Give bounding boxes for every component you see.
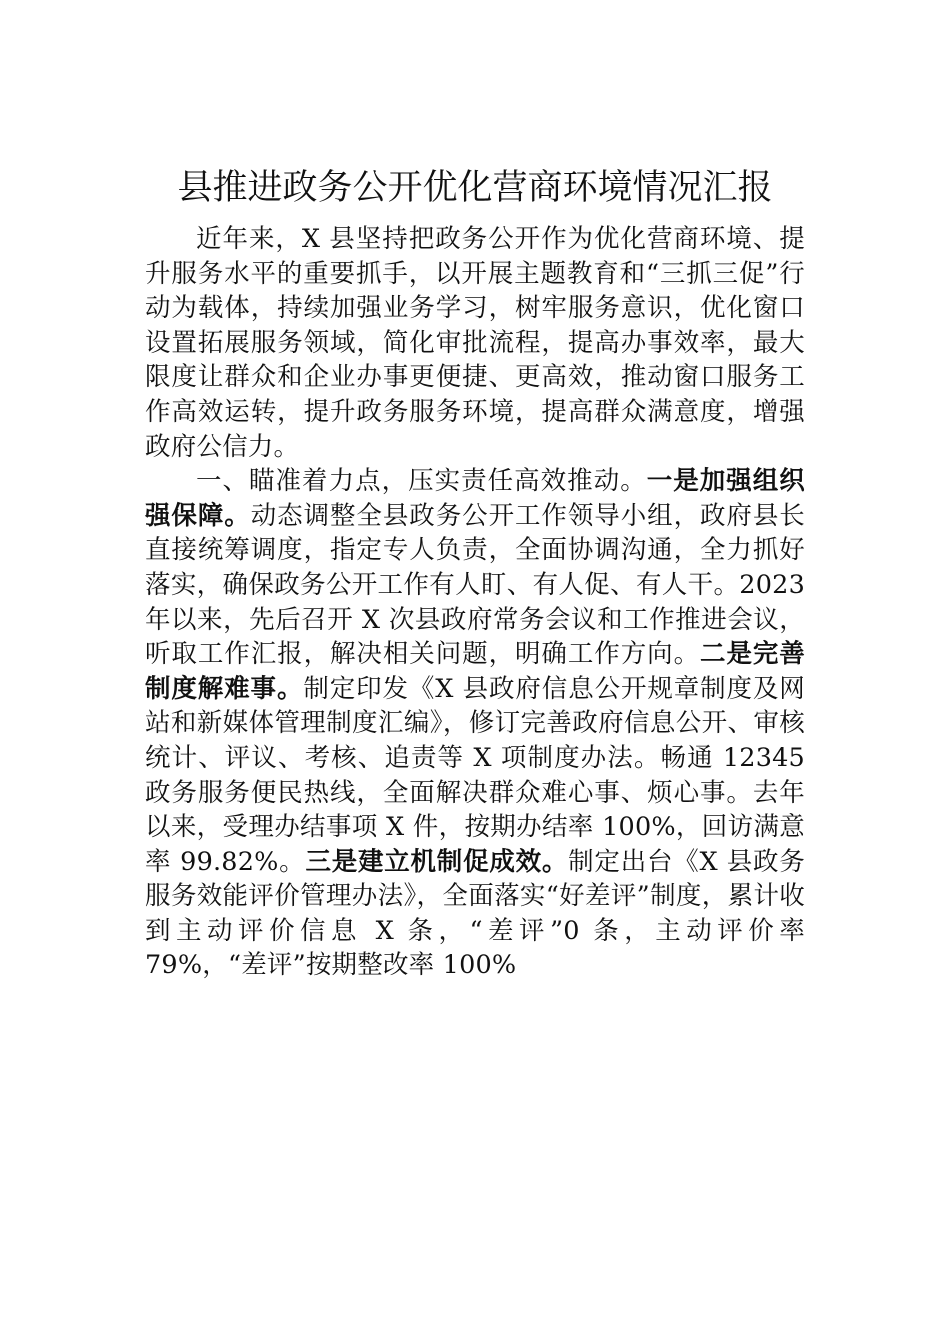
subpoint-three-heading: 三是建立机制促成效。	[305, 846, 569, 877]
subpoint-two-text: 制定印发《X 县政府信息公开规章制度及网站和新媒体管理制度汇编》，修订完善政府信息公开、审核统计、评议、考核、追责等 X 项制度办法。畅通 12345 政务服务便民热线，全面解决群众难心事、烦心事。去年以来，受理办结事项 X 件，按期办结率 100%，回访满意率 99.82%。	[145, 673, 806, 877]
paragraph-section-one	[145, 464, 805, 983]
subpoint-one-text: 动态调整全县政务公开工作领导小组，政府县长直接统筹调度，指定专人负责，全面协调沟通，全力抓好落实，确保政务公开工作有人盯、有人促、有人干。2023 年以来，先后召开 X 次县政府常务会议和工作推进会议，听取工作汇报，解决相关问题，明确工作方向。	[145, 500, 805, 670]
paragraph-intro-text: 近年来，X 县坚持把政务公开作为优化营商环境、提升服务水平的重要抓手，以开展主题教育和“三抓三促”行动为载体，持续加强业务学习，树牢服务意识，优化窗口设置拓展服务领域，简化审批流程，提高办事效率，最大限度让群众和企业办事更便捷、更高效，推动窗口服务工作高效运转，提升政务服务环境，提高群众满意度，增强政府公信力。	[145, 224, 805, 462]
subpoint-one-heading: 一是加强组织强保障。	[145, 466, 806, 531]
section-heading: 一、瞄准着力点，压实责任高效推动。	[196, 466, 647, 497]
document-title: 县推进政务公开优化营商环境情况汇报	[177, 168, 773, 208]
subpoint-three-text: 制定出台《X 县政务服务效能评价管理办法》，全面落实“好差评”制度，累计收到主动评价信息 X 条，“差评”0 条，主动评价率 79%，“差评”按期整改率 100%	[145, 846, 805, 981]
paragraph-intro	[145, 222, 805, 464]
document-body	[145, 222, 805, 983]
subpoint-two-heading: 二是完善制度解难事。	[145, 639, 806, 704]
